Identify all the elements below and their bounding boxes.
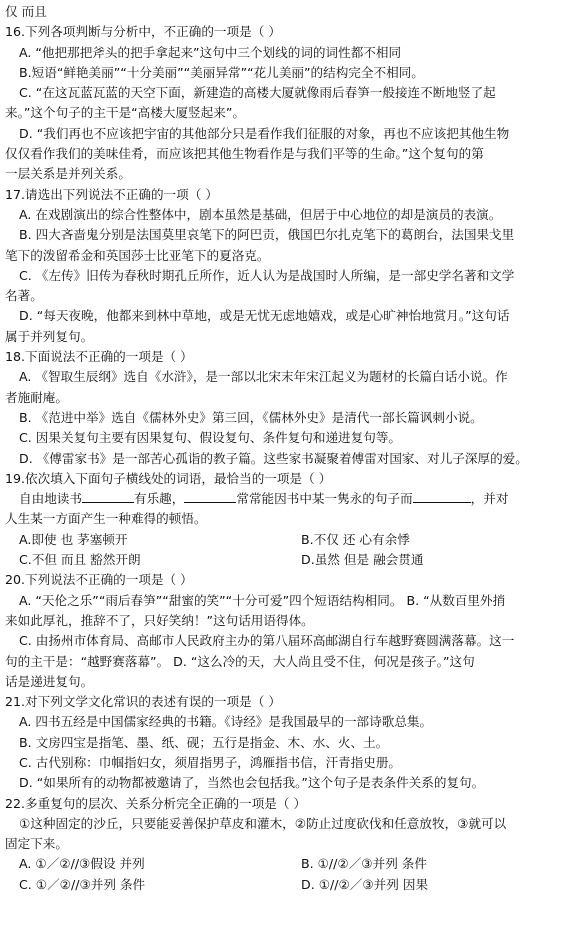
question-line: B. 《范进中举》选自《儒林外史》第三回，《儒林外史》是清代一部长篇讽刺小说。 <box>19 409 483 425</box>
option-row <box>5 530 571 550</box>
option-d: D. ①//②／③并列 因果 <box>301 876 429 892</box>
sentence-part: 有乐趣， <box>133 491 185 507</box>
question-line: B. 四大吝啬鬼分别是法国莫里哀笔下的阿巴贡，俄国巴尔扎克笔下的葛朗台，法国果戈里 <box>19 227 515 243</box>
question-line: 来如此厚礼，推辞不了，只好笑纳！”这句话用语得体。 <box>5 612 314 628</box>
option-a: A.即使 也 茅塞顿开 <box>19 531 128 547</box>
option-d: D.虽然 但是 融会贯通 <box>301 552 424 568</box>
question-20 <box>5 570 571 692</box>
option-row <box>5 875 571 895</box>
fill-blank-sentence <box>5 489 571 509</box>
question-line: 话是递进复句。 <box>5 673 94 689</box>
question-line: 一层关系是并列关系。 <box>5 166 131 182</box>
option-b: B.不仅 还 心有余悸 <box>301 531 410 547</box>
option-row <box>5 854 571 874</box>
option-row <box>5 550 571 570</box>
option-a: A. ①／②//③假设 并列 <box>19 856 145 872</box>
answer-blank <box>413 489 471 503</box>
question-19 <box>5 469 571 570</box>
sentence-part: ，并对 <box>470 491 509 507</box>
question-stem: 18.下面说法不正确的一项是（ ） <box>5 349 193 365</box>
question-line: C. 《左传》旧传为春秋时期孔丘所作，近人认为是战国时人所编，是一部史学名著和文学 <box>19 267 515 283</box>
question-line: ①这种固定的沙丘，只要能妥善保护草皮和灌木，②防止过度砍伐和任意放牧，③就可以 <box>19 815 507 831</box>
question-line: A. 四书五经是中国儒家经典的书籍。《诗经》是我国最早的一部诗歌总集。 <box>19 714 433 730</box>
top-fragment: 仅 而且 <box>5 4 47 19</box>
question-line: 来。”这个句子的主干是“高楼大厦竖起来”。 <box>5 105 245 121</box>
question-line: D. “每天夜晚，他都来到林中草地，或是无忧无虑地嬉戏，或是心旷神怡地赏月。”这句话 <box>19 308 510 324</box>
answer-blank <box>184 489 236 503</box>
option-c: C.不但 而且 豁然开朗 <box>19 552 141 568</box>
question-17 <box>5 185 571 347</box>
sentence-part: 常常能因书中某一隽永的句子而 <box>236 491 413 507</box>
question-line: A. “他把那把斧头的把手拿起来”这句中三个划线的词的词性都不相同 <box>19 44 402 60</box>
question-stem: 19.依次填入下面句子横线处的词语，最恰当的一项是（ ） <box>5 470 332 486</box>
question-22 <box>5 794 571 895</box>
question-line: C. 由扬州市体育局、高邮市人民政府主办的第八届环高邮湖自行车越野赛圆满落幕。这一 <box>19 633 515 649</box>
answer-blank <box>82 489 134 503</box>
question-line: D. “我们再也不应该把宇宙的其他部分只是看作我们征服的对象，再也不应该把其他生物 <box>19 125 510 141</box>
question-stem: 17.请选出下列说法不正确的一项（ ） <box>5 186 218 202</box>
question-line: A. 在戏剧演出的综合性整体中，剧本虽然是基础，但居于中心地位的却是演员的表演。 <box>19 206 502 222</box>
option-c: C. ①／②//③并列 条件 <box>19 876 146 892</box>
question-line: C. 古代别称：巾帼指妇女，须眉指男子，鸿雁指书信，汗青指史册。 <box>19 754 402 770</box>
question-stem: 22.多重复句的层次、关系分析完全正确的一项是（ ） <box>5 795 307 811</box>
sentence-part: 自由地读书 <box>19 491 82 507</box>
question-line: C. 因果关复句主要有因果复句、假设复句、条件复句和递进复句等。 <box>19 430 402 446</box>
question-stem: 20.下列说法不正确的一项是（ ） <box>5 572 193 588</box>
question-line: C. “在这瓦蓝瓦蓝的天空下面，新建造的高楼大厦就像雨后春笋一般接连不断地竖了起 <box>19 85 496 101</box>
question-line: 固定下来。 <box>5 836 68 852</box>
question-line: D. 《傅雷家书》是一部苦心孤诣的教子篇。这些家书凝聚着傅雷对国家、对儿子深厚的爱。 <box>19 450 528 466</box>
question-21 <box>5 692 571 793</box>
question-line: 仅仅看作我们的美味佳肴，而应该把其他生物看作是与我们平等的生命。”这个复句的第 <box>5 146 484 162</box>
question-stem: 21.对下列文学文化常识的表述有误的一项是（ ） <box>5 694 281 710</box>
question-line: 笔下的泼留希金和英国莎士比亚笔下的夏洛克。 <box>5 247 270 263</box>
question-line: A. “天伦之乐”“雨后春笋”“甜蜜的笑”“十分可爱”四个短语结构相同。 B. “从数百里外捎 <box>19 592 506 608</box>
question-16 <box>5 22 571 184</box>
question-line: 人生某一方面产生一种难得的顿悟。 <box>5 511 207 527</box>
question-line: 句的主干是：“越野赛落幕”。 D. “这么冷的天，大人尚且受不住，何况是孩子。”这句 <box>5 653 475 669</box>
question-line: 名著。 <box>5 288 43 304</box>
question-18 <box>5 347 571 469</box>
question-line: 者施耐庵。 <box>5 389 68 405</box>
option-b: B. ①//②／③并列 条件 <box>301 856 427 872</box>
question-line: A. 《智取生辰纲》选自《水浒》，是一部以北宋末年宋江起义为题材的长篇白话小说。作 <box>19 369 508 385</box>
question-line: 属于并列复句。 <box>5 328 94 344</box>
question-stem: 16.下列各项判断与分析中，不正确的一项是（ ） <box>5 24 281 40</box>
question-line: B. 文房四宝是指笔、墨、纸、砚；五行是指金、木、水、火、土。 <box>19 734 389 750</box>
question-line: D. “如果所有的动物都被邀请了，当然也会包括我。”这个句子是表条件关系的复句。 <box>19 775 485 791</box>
question-line: B.短语“鲜艳美丽”“十分美丽”“美丽异常”“花儿美丽”的结构完全不相同。 <box>19 64 424 80</box>
